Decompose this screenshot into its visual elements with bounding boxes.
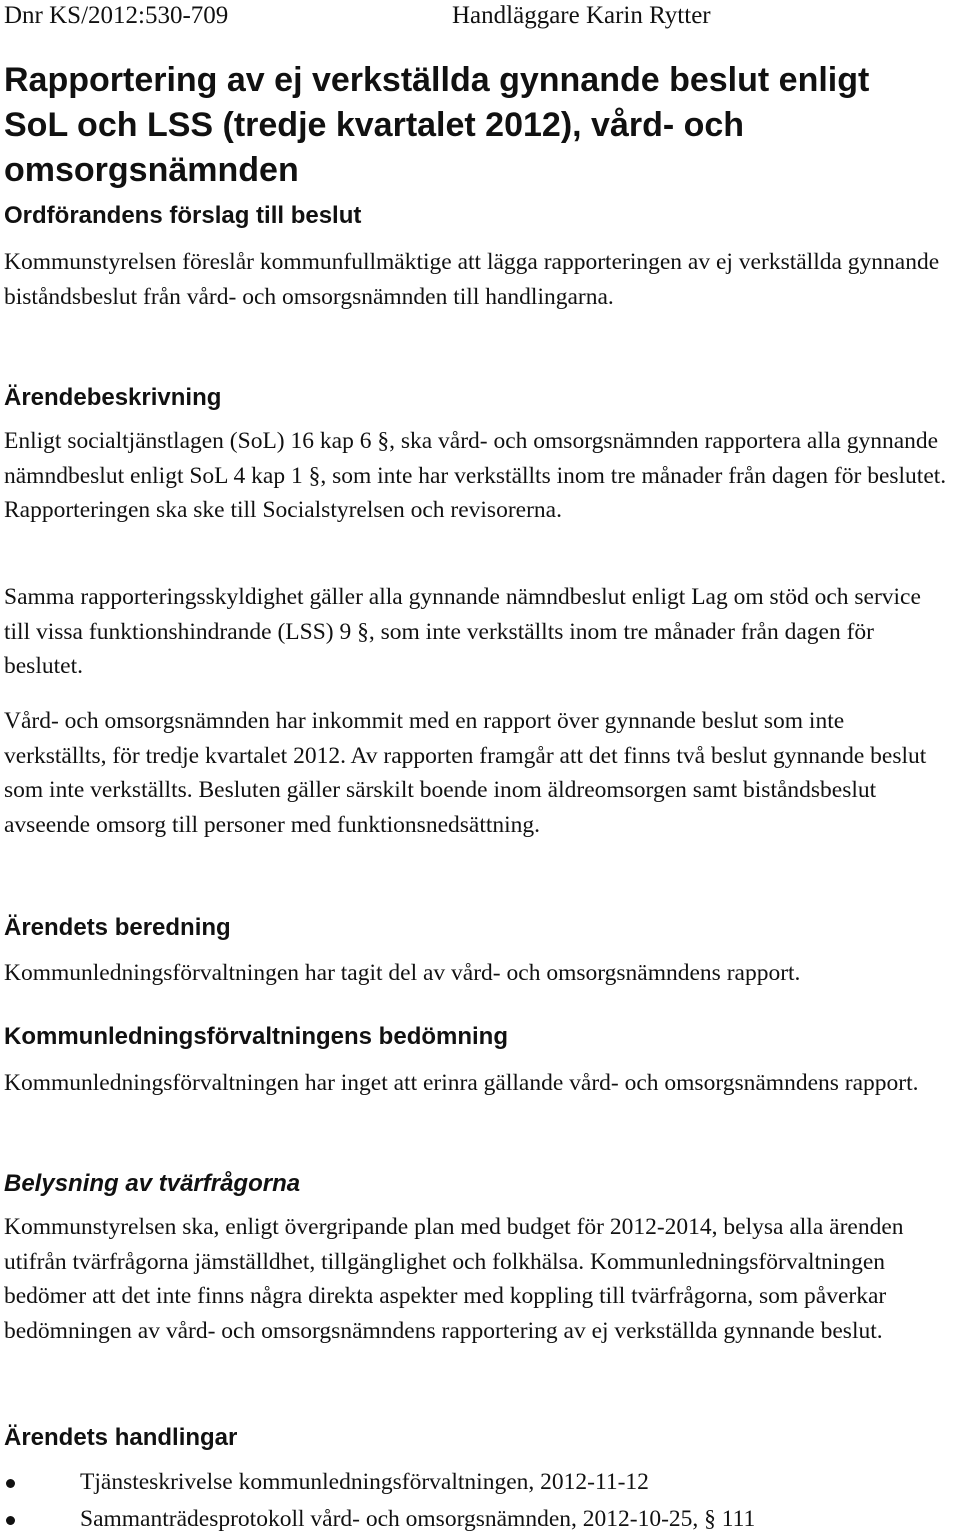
crosscutting-heading: Belysning av tvärfrågorna [4, 1170, 301, 1197]
crosscutting-text: Kommunstyrelsen ska, enligt övergripande plan med budget för 2012-2014, belysa alla ärenden utifrån tvärfrågorna jämställdhet, tillgänglighet och folkhälsa. Kommunledningsförvaltningen bedömer att det inte finns några direkta aspekter med koppling till tvärfrågorna, som påverkar bedömningen av vård- och omsorgsnämndens rapportering av ej verkställda gynnande beslut. [4, 1214, 904, 1344]
list-item [0, 1501, 755, 1538]
document-number: Dnr KS/2012:530-709 [4, 2, 229, 29]
bullet-icon [6, 1479, 15, 1488]
proposal-heading: Ordförandens förslag till beslut [4, 202, 362, 229]
documents-heading: Ärendets handlingar [4, 1424, 238, 1451]
case-handler: Handläggare Karin Rytter [452, 2, 711, 29]
description-paragraph-2: Samma rapporteringsskyldighet gäller alla gynnande nämndbeslut enligt Lag om stöd och service till vissa funktionshindrande (LSS) 9 §, som inte verkställts inom tre månader från dagen för beslutet. [4, 584, 921, 679]
document-item-label: Sammanträdesprotokoll vård- och omsorgsnämnden, 2012-10-25, § 111 [80, 1506, 756, 1532]
documents-list [0, 1464, 755, 1538]
page-title: Rapportering av ej verkställda gynnande beslut enligt SoL och LSS (tredje kvartalet 2012), vård- och omsorgsnämnden [4, 61, 870, 189]
bullet-icon [6, 1516, 15, 1525]
document-item-label: Tjänsteskrivelse kommunledningsförvaltningen, 2012-11-12 [80, 1469, 649, 1495]
list-item [0, 1464, 755, 1501]
preparation-text: Kommunledningsförvaltningen har tagit del av vård- och omsorgsnämndens rapport. [4, 960, 801, 986]
assessment-text: Kommunledningsförvaltningen har inget att erinra gällande vård- och omsorgsnämndens rapport. [4, 1070, 919, 1096]
description-paragraph-1: Enligt socialtjänstlagen (SoL) 16 kap 6 §, ska vård- och omsorgsnämnden rapportera alla gynnande nämndbeslut enligt SoL 4 kap 1 §, som inte har verkställts inom tre månader från dagen för beslutet. Rapporteringen ska ske till Socialstyrelsen och revisorerna. [4, 428, 947, 523]
assessment-heading: Kommunledningsförvaltningens bedömning [4, 1023, 508, 1050]
description-paragraph-3: Vård- och omsorgsnämnden har inkommit med en rapport över gynnande beslut som inte verkställts, för tredje kvartalet 2012. Av rapporten framgår att det finns två beslut gynnande beslut som inte verkställts. Besluten gäller särskilt boende inom äldreomsorgen samt biståndsbeslut avseende omsorg till personer med funktionsnedsättning. [4, 708, 927, 838]
proposal-text: Kommunstyrelsen föreslår kommunfullmäktige att lägga rapporteringen av ej verkställda gynnande biståndsbeslut från vård- och omsorgsnämnden till handlingarna. [4, 249, 940, 310]
description-heading: Ärendebeskrivning [4, 384, 222, 411]
preparation-heading: Ärendets beredning [4, 914, 231, 941]
